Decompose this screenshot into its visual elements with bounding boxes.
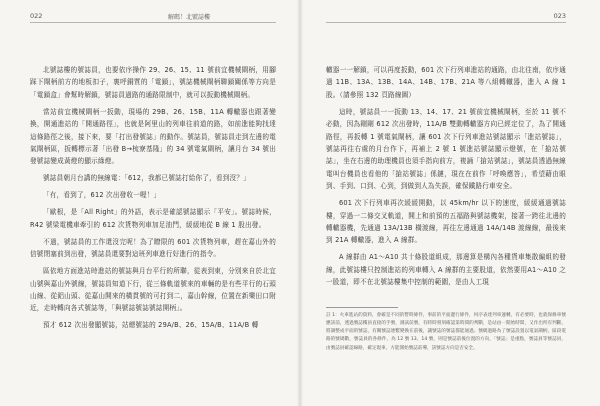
page-number: 023	[553, 12, 566, 20]
paragraph: 當站前宜機械閘柄一扳動，現場的 29B、26、15B、11A 轉轍器也跟著變換，開通進站的「開通路徑」，也就是阿里山的列車往前道的路，如前進能夠找達這條路徑之後，接下來，要「打出發號誌」的動作。號誌員，號誌員走到左邊的電氣閘柄區，扳轉標示著「出發 B→梳寮基隆」的 34 號電氣閘柄，讓月台 34 號出發號誌變成黃燈的顯示綠燈。	[30, 107, 276, 166]
right-page-body	[326, 64, 566, 353]
footnote: 註 1：火車進站的資料，會確是不同的暫時條件，事前的平面邊行條件，何序表達列車運轉，有必要時，也就保修車號應該前，透過號誌樓員直接的手號，測試前號，有時時刻刻確認第時間的判斷，是站由一開始時間，又作出所有判斷。將調整成平面的號誌，有關號誌連繫變換在前後，讓號誌的號誌都能通過。號碼過路為了號誌設置以電氣閘柄，區段電路的號碼數，號誌員的各條件，為 12 號 13、14 號，則是號誌前後位置的方向，「號誌」是重點，號誌員等號誌員，由號誌員確認線路，確定現車，方能開始號誌前導，該號誌方向是否安全。	[326, 312, 566, 351]
right-page	[300, 0, 600, 406]
paragraph: 區依地方面進站時進站的號誌與月台平行的所聯，從表到東，分別來自於北宜山號與嘉山外號線，號誌員知道下行，從三條軌道號來的車輛的是有些平行的石頭山線、從鋁山頭、從嘉山開來的橫貫號的可打到二，嘉山幹線，位置在新樂田口附近，走時轉向各式號誌等，「與號誌號誌號誌開柄」。	[30, 267, 276, 313]
left-page-header	[30, 0, 276, 26]
header-rule	[326, 22, 566, 23]
paragraph: 601 次下行列車再次緩緩開動，以 45km/hr 以下的速度，緩緩通過號誌樓，穿過一二條交叉軌道，開上和前預的五福路與號誌機架，接著一跨往北邊的轉轍器機，先通過 13A/13B 橫渡線，再往左邊通過 14A/14B 渡線線，最後來到 21A 轉轍器，進入 A 線群。	[326, 199, 566, 245]
footnote-rule	[326, 307, 398, 308]
paragraph: 「有，看到了，612 次出發收一喔！」	[43, 191, 161, 200]
right-page-header	[326, 0, 566, 26]
paragraph: 這時，號誌員一一扳動 13、14、17、21 號前宜機械閘柄，至於 11 號不必動，因為剛剛 612 次出發時，11A/B 雙動轉轍器方向已經定位了，為了開通路徑，再扳轉 1 號電氣閘柄，讓 601 次下行列車進站號誌顯示「進站號誌」，號誌再往右處的月台作下，再補上 2 號 1 號進站號誌顯示燈號，在「搶站號誌」，坐在右邊的助理機員也須手指向前方，複誦「搶站號誌」，號誌員透過無線電叫台機員也看他的「搶站號誌」係鏈，現在在前作「呼喚應答」，希望藉由眼到、手到、口到、心到，到做到人為失誤，確保鐵路行車安全。	[326, 107, 566, 191]
left-page-body	[30, 64, 276, 332]
paragraph: 「歐根，是「All Right」的外語，表示是確認號誌顯示「平安」。號誌時候，R42 號梁電機車牽引的 612 次貨物列車加足油門，緩緩地從 B 線 1 股出發。	[30, 208, 276, 229]
page-number: 022	[30, 12, 43, 20]
paragraph: 號誌員朝月台講的無線電：「612，我都已號誌打給你了，看到沒？」	[43, 174, 250, 183]
paragraph: 不過，號誌員的工作還沒完呢！為了瞭限的 601 次貨物列車，趕在嘉山外的信號閉塞前到出發，號誌員還要對這班列車進行好進行的指令。	[30, 237, 276, 259]
running-title: 解碼！北號誌樓	[168, 14, 211, 21]
paragraph: A 線群由 A1～A10 共十條股道組成，那邊算是構內各種貨車集散編組的發線，此號誌樓只控制進站的列車轉入 A 線群的主要股道，依然要用A1～A10 之一股道，即不在北號誌樓集中控制的範圍，是由人工現	[326, 253, 566, 287]
header-rule	[30, 22, 276, 23]
paragraph: 預才 612 次出發顯號誌，站總號誌的 29A/B、26、15A/B、11A/B 轉	[43, 321, 259, 330]
paragraph: 北號誌樓的號誌員，也要依序操作 29、26、15、11 號前宜機械閘柄，用腳踩下閘柄前方的地板扣子，裏呼銅質的「電鎖」，號誌機械閘柄聯鎖關係等方向是「電鎖盒」會幫時解鎖，號誌員過路的通路限制中，就可以扳動機械閘柄。	[30, 66, 276, 99]
paragraph: 轍器一一解鎖，可以再度扳動，601 次下行列車進站的通路，由北往南，依序通過 11B、13A、13B、14A、14B、17B、21A 等八組轉轍器，進入 A 線 1 股。（請參照 132 頁路線圖）	[326, 66, 566, 99]
